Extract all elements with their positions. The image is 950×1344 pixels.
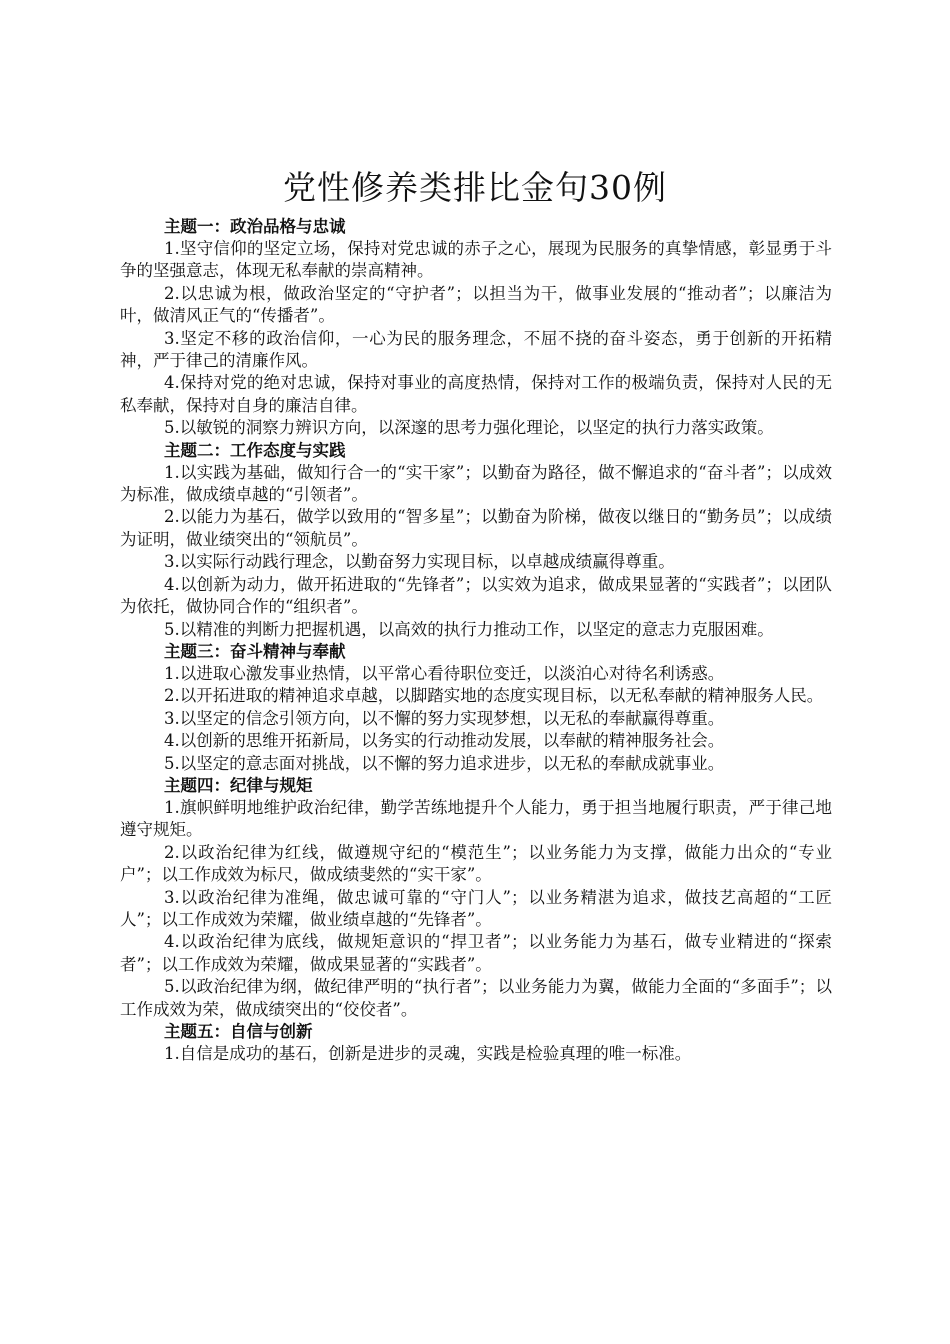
paragraph-item: 3.以政治纪律为准绳，做忠诚可靠的“守门人”；以业务精湛为追求，做技艺高超的“工匠人”；以工作成效为荣耀，做业绩卓越的“先锋者”。 (120, 887, 832, 929)
paragraph-item: 2.以能力为基石，做学以致用的“智多星”；以勤奋为阶梯，做夜以继日的“勤务员”；以成绩为证明，做业绩突出的“领航员”。 (120, 507, 832, 549)
paragraph-item: 3.坚定不移的政治信仰，一心为民的服务理念，不屈不挠的奋斗姿态，勇于创新的开拓精神，严于律己的清廉作风。 (120, 328, 832, 371)
section-political-character (120, 216, 832, 440)
section-heading: 主题三：奋斗精神与奉献 (164, 641, 346, 661)
paragraph-item: 5.以敏锐的洞察力辨识方向，以深邃的思考力强化理论，以坚定的执行力落实政策。 (164, 418, 774, 438)
section-striving-spirit (120, 641, 832, 775)
paragraph-item: 4.以创新为动力，做开拓进取的“先锋者”；以实效为追求，做成果显著的“实践者”；以团队为依托，做协同合作的“组织者”。 (120, 574, 832, 617)
paragraph-item: 5.以精准的判断力把握机遇，以高效的执行力推动工作，以坚定的意志力克服困难。 (164, 619, 774, 639)
section-discipline (120, 775, 832, 1021)
paragraph-item: 1.旗帜鲜明地维护政治纪律，勤学苦练地提升个人能力，勇于担当地履行职责，严于律己地遵守规矩。 (120, 797, 832, 840)
paragraph-item: 1.以实践为基础，做知行合一的“实干家”；以勤奋为路径，做不懈追求的“奋斗者”；以成效为标准，做成绩卓越的“引领者”。 (120, 462, 832, 505)
paragraph-item: 2.以开拓进取的精神追求卓越，以脚踏实地的态度实现目标，以无私奉献的精神服务人民。 (164, 686, 824, 706)
section-work-attitude (120, 440, 832, 641)
document-body (120, 216, 832, 1065)
section-heading: 主题二：工作态度与实践 (164, 440, 346, 460)
paragraph-item: 4.保持对党的绝对忠诚，保持对事业的高度热情，保持对工作的极端负责，保持对人民的无私奉献，保持对自身的廉洁自律。 (120, 373, 832, 415)
section-confidence-innovation (120, 1021, 832, 1065)
section-heading: 主题一：政治品格与忠诚 (164, 217, 346, 236)
paragraph-item: 5.以政治纪律为纲，做纪律严明的“执行者”；以业务能力为翼，做能力全面的“多面手”；以工作成效为荣，做成绩突出的“佼佼者”。 (120, 977, 832, 1019)
paragraph-item: 4.以政治纪律为底线，做规矩意识的“捍卫者”；以业务能力为基石，做专业精进的“探索者”；以工作成效为荣耀，做成果显著的“实践者”。 (120, 932, 832, 974)
paragraph-item: 2.以政治纪律为红线，做遵规守纪的“模范生”；以业务能力为支撑，做能力出众的“专业户”；以工作成效为标尺，做成绩斐然的“实干家”。 (120, 842, 832, 885)
section-heading: 主题四：纪律与规矩 (164, 775, 313, 795)
document-title: 党性修养类排比金句30例 (283, 168, 667, 207)
paragraph-item: 4.以创新的思维开拓新局，以务实的行动推动发展，以奉献的精神服务社会。 (164, 731, 725, 751)
paragraph-item: 5.以坚定的意志面对挑战，以不懈的努力追求进步，以无私的奉献成就事业。 (164, 753, 725, 773)
paragraph-item: 2.以忠诚为根，做政治坚定的“守护者”；以担当为干，做事业发展的“推动者”；以廉洁为叶，做清风正气的“传播者”。 (120, 283, 832, 326)
paragraph-item: 3.以坚定的信念引领方向，以不懈的努力实现梦想，以无私的奉献赢得尊重。 (164, 708, 725, 728)
paragraph-item: 1.以进取心激发事业热情，以平常心看待职位变迁，以淡泊心对待名利诱惑。 (164, 663, 725, 683)
section-heading: 主题五：自信与创新 (164, 1022, 313, 1041)
paragraph-item: 3.以实际行动践行理念，以勤奋努力实现目标，以卓越成绩赢得尊重。 (164, 552, 675, 572)
paragraph-item: 1.坚守信仰的坚定立场，保持对党忠诚的赤子之心，展现为民服务的真挚情感，彰显勇于斗争的坚强意志，体现无私奉献的崇高精神。 (120, 239, 832, 281)
paragraph-item: 1.自信是成功的基石，创新是进步的灵魂，实践是检验真理的唯一标准。 (164, 1044, 692, 1063)
